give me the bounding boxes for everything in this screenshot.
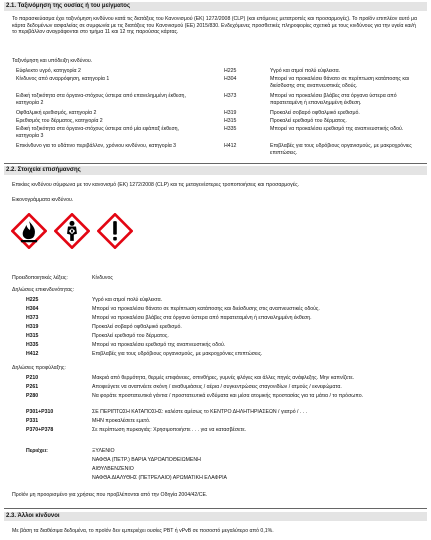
contains-item: ΝΑΦΘΑ (ΠΕΤΡ.) ΒΑΡΙΑ ΥΔΡΟΑΠΟΘΕΙΩΜΕΝΗ	[92, 457, 201, 463]
health-hazard-icon	[54, 213, 90, 249]
section-2-1-title: 2.1. Ταξινόμηση της ουσίας ή του μείγματος	[4, 2, 427, 11]
class-cat: Επικίνδυνο για το υδάτινο περιβάλλον, χρόνιου κινδύνου, κατηγορία 3	[16, 143, 177, 149]
hazard-code: H373	[26, 315, 39, 321]
hazard-statements-label: Δηλώσεις επικινδυνότητας:	[12, 287, 74, 293]
contains-item: ΝΑΦΘΑ ΔΙΑΛΥΘΗΣ (ΠΕΤΡΕΛΑΙΟ) ΑΡΩΜΑΤΙΚΗ ΕΛΑΦΡΙΑ	[92, 475, 227, 481]
class-code: H373	[224, 93, 237, 99]
flame-icon	[11, 213, 47, 249]
hazard-code: H319	[26, 324, 39, 330]
hazard-text: Μπορεί να προκαλέσει ερεθισμό της αναπνευστικής οδού.	[92, 342, 226, 348]
signal-word: Κίνδυνος	[92, 275, 113, 281]
class-text: Μπορεί να προκαλέσει ερεθισμό της αναπνευστικής οδού.	[270, 126, 404, 132]
class-cat: Ειδική τοξικότητα στα όργανα-στόχους ύστερα από μία εφάπαξ έκθεση, κατηγορία 3	[16, 126, 179, 139]
pictograms-label: Εικονογράμματα κινδύνου.	[12, 197, 74, 203]
precaution-text: Μακριά από θερμότητα, θερμές επιφάνειες, σπινθήρες, γυμνές φλόγες και άλλες πηγές ανάφλεξης. Μην καπνίζετε.	[92, 375, 355, 381]
class-text: Προκαλεί σοβαρό οφθαλμικό ερεθισμό.	[270, 110, 360, 116]
hazard-text: Υγρό και ατμοί πολύ εύφλεκτα.	[92, 297, 163, 303]
class-code: H412	[224, 143, 237, 149]
hazard-code: H304	[26, 306, 39, 312]
hazard-text: Προκαλεί ερεθισμό του δέρματος.	[92, 333, 169, 339]
exclamation-icon	[97, 213, 133, 249]
section-2-2-title: 2.2. Στοιχεία επισήμανσης	[4, 166, 427, 175]
divider	[4, 508, 427, 509]
precautionary-statements-label: Δηλώσεις προφύλαξης:	[12, 365, 66, 371]
class-text: Μπορεί να προκαλέσει θάνατο σε περίπτωση κατάποσης και διείσδυσης στις αναπνευστικές οδούς.	[270, 76, 410, 89]
classification-label: Ταξινόμηση και υπόδειξη κινδύνου.	[12, 58, 93, 64]
section-2-3-title: 2.3. Άλλοι κίνδυνοι	[4, 512, 427, 521]
class-text: Υγρό και ατμοί πολύ εύφλεκτα.	[270, 68, 341, 74]
section-2-3-text: Με βάση τα διαθέσιμα δεδομένα, το προϊόν δεν εμπεριέχει ουσίες PBT ή vPvB σε ποσοστό μεγαλύτερο από 0,1%.	[12, 528, 274, 534]
precaution-code: P331	[26, 418, 39, 424]
precaution-text: ΣΕ ΠΕΡΙΠΤΩΣΗ ΚΑΤΑΠΟΣΗΣ: καλέστε αμέσως το ΚΕΝΤΡΟ ΔΗΛΗΤΗΡΙΑΣΕΩΝ / γιατρό / . . .	[92, 409, 308, 415]
section-2-2-intro: Επικίεις κινδύνου σύμφωνα με τον κανονισμό (ΕΚ) 1272/2008 (CLP) και τις μεταγενέστερες τροποποιήσεις και προσαρμογές.	[12, 182, 300, 188]
class-code: H335	[224, 126, 237, 132]
precaution-code: P301+P310	[26, 409, 54, 415]
class-code: H304	[224, 76, 237, 82]
hazard-code: H412	[26, 351, 39, 357]
class-code: H225	[224, 68, 237, 74]
precaution-code: P370+P378	[26, 427, 54, 433]
signal-word-label: Προειδοποιητικές λέξεις:	[12, 275, 68, 281]
class-cat: Εύφλεκτο υγρό, κατηγορία 2	[16, 68, 81, 74]
class-text: Επιβλαβές για τους υδρόβιους οργανισμούς, με μακροχρόνιες επιπτώσεις.	[270, 143, 412, 156]
hazard-text: Επιβλαβές για τους υδρόβιους οργανισμούς, με μακροχρόνιες επιπτώσεις.	[92, 351, 263, 357]
class-text: Προκαλεί ερεθισμό του δέρματος.	[270, 118, 347, 124]
precaution-text: Να φοράτε προστατευτικά γάντια / προστατευτικά ενδύματα και μέσα ατομικής προστασίας για τα μάτια / το πρόσωπο.	[92, 393, 364, 399]
precaution-code: P261	[26, 384, 39, 390]
class-code: H319	[224, 110, 237, 116]
contains-item: ΑΙΘΥΛΒΕΝΖΕΝΙΟ	[92, 466, 134, 472]
precaution-text: ΜΗΝ προκαλέσετε εμετό.	[92, 418, 151, 424]
class-cat: Ειδική τοξικότητα στα όργανα-στόχους ύστερα από επανελημμένη έκθεση, κατηγορία 2	[16, 93, 186, 106]
divider	[4, 163, 427, 164]
hazard-code: H225	[26, 297, 39, 303]
class-code: H315	[224, 118, 237, 124]
hazard-text: Προκαλεί σοβαρό οφθαλμικό ερεθισμό.	[92, 324, 182, 330]
hazard-code: H315	[26, 333, 39, 339]
section-2-1-intro: Το παρασκεύασμα έχει ταξινόμηση κινδύνου κατά τις διατάξεις του Κανονισμού (ΕΚ) 1272/2008 (CLP) (και επόμενες μετατροπές και προσαρμογές). Το προϊόν επιπλέον αυτό μα κάρτα δεδομένων ασφαλείας σε συμφωνία με τις διατάξεις του Κανονισμού (ΕΕ) 2015/830. Ενδεχόμενες προσθετικές πληροφορίες σχετικά με τους κινδύνους για την υγεία και/ή το περιβάλλον αναγράφονται στο τμήμα 11 και 12 της παρούσας κάρτας.	[12, 16, 418, 35]
precaution-text: Σε περίπτωση πυρκαγιάς: Χρησιμοποιήστε . . . για να κατασβέσετε.	[92, 427, 247, 433]
precaution-code: P210	[26, 375, 39, 381]
class-cat: Ερεθισμός του δέρματος, κατηγορία 2	[16, 118, 103, 124]
class-text: Μπορεί να προκαλέσει βλάβες στα όργανα ύστερα από παρατεταμένη ή επανειλημμένη έκθεση.	[270, 93, 397, 106]
hazard-code: H335	[26, 342, 39, 348]
precaution-code: P280	[26, 393, 39, 399]
directive-note: Προϊόν μη προορισμένο για χρήσεις που προβλέπονται από την Οδηγία 2004/42/CE.	[12, 492, 208, 498]
contains-item: ΞΥΛΕΝΙΟ	[92, 448, 115, 454]
hazard-text: Μπορεί να προκαλέσει θάνατο σε περίπτωση κατάποσης και διείσδυσης στις αναπνευστικές οδούς.	[92, 306, 320, 312]
class-cat: Κίνδυνος από αναρρόφηση, κατηγορία 1	[16, 76, 110, 82]
hazard-text: Μπορεί να προκαλέσει βλάβες στα όργανα ύστερα από παρατεταμένη ή επανειλημμένη έκθεση.	[92, 315, 312, 321]
class-cat: Οφθαλμική ερεθισμός, κατηγορία 2	[16, 110, 97, 116]
contains-label: Περιέχει:	[26, 448, 48, 454]
precaution-text: Αποφεύγετε να αναπνέετε σκόνη / αναθυμιάσεις / αέρια / συγκεντρώσεις σταγονιδίων / ατμούς / εκνεφώματα.	[92, 384, 342, 390]
